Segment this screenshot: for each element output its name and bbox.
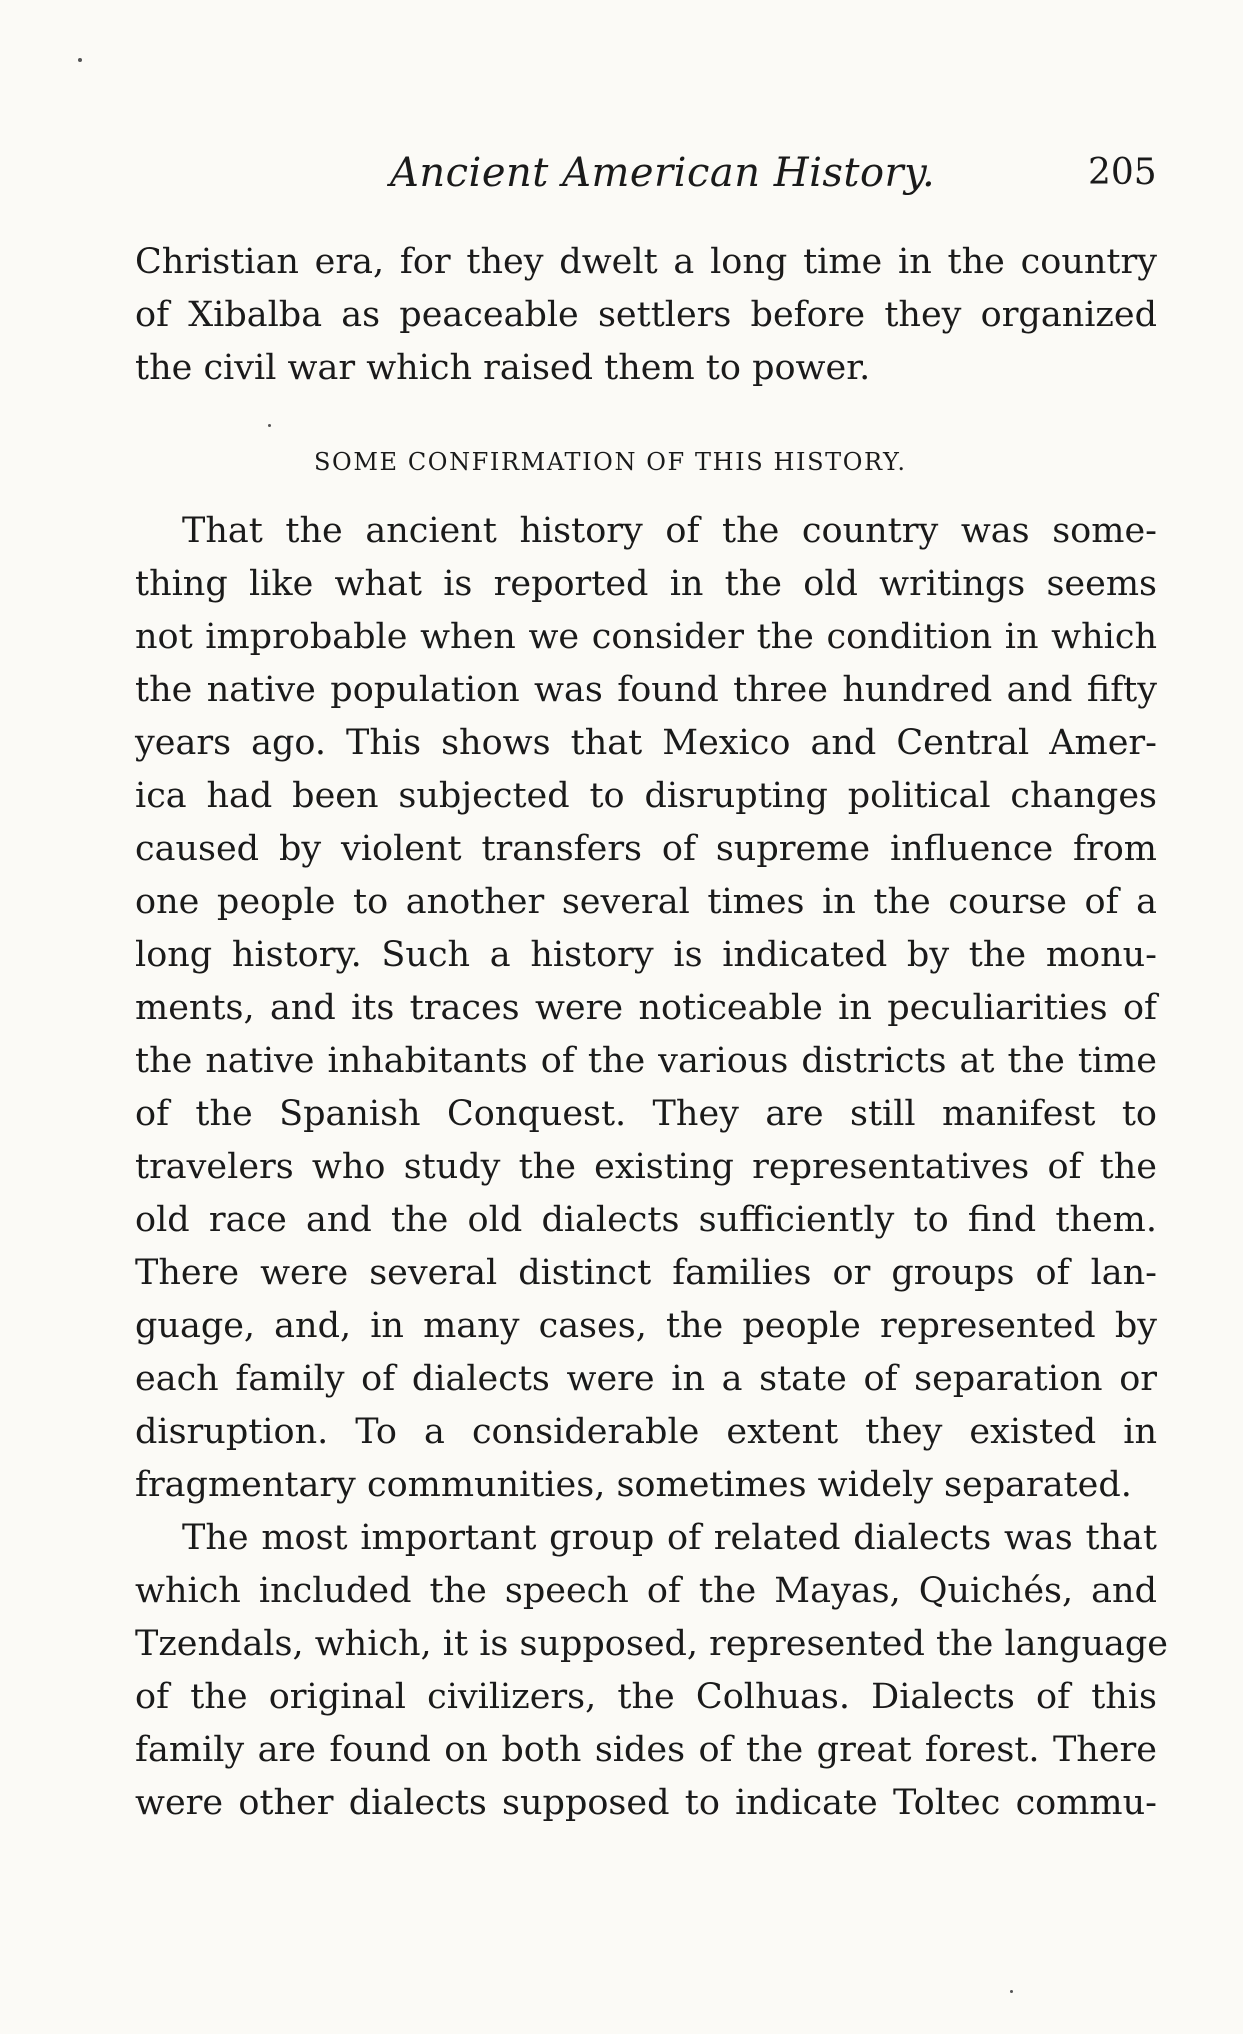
text-line: not improbable when we consider the condition in which [135,617,1157,657]
text-line: the native inhabitants of the various districts at the time [135,1041,1157,1081]
text-line: There were several distinct families or groups of lan- [135,1253,1157,1293]
text-line: the civil war which raised them to power. [135,348,871,388]
text-line: thing like what is reported in the old writings seems [135,564,1157,604]
text-line: which included the speech of the Mayas, Quichés, and [135,1571,1157,1611]
scan-speck [268,424,271,427]
text-line: of the Spanish Conquest. They are still manifest to [135,1094,1157,1134]
scan-speck [1010,1990,1013,1993]
running-header-title: Ancient American History. [390,150,936,196]
text-line: years ago. This shows that Mexico and Central Amer- [135,723,1157,763]
text-line: Tzendals, which, it is supposed, represented the language [135,1624,1168,1664]
text-line: ica had been subjected to disrupting political changes [135,776,1157,816]
text-line: ments, and its traces were noticeable in peculiarities of [135,988,1157,1028]
text-line: of Xibalba as peaceable settlers before they organized [135,295,1157,335]
text-line: Christian era, for they dwelt a long time in the country [135,242,1157,282]
text-line: were other dialects supposed to indicate Toltec commu- [135,1783,1157,1823]
text-line: That the ancient history of the country was some- [182,511,1157,551]
text-line: the native population was found three hundred and fifty [135,670,1157,710]
text-line: caused by violent transfers of supreme influence from [135,829,1157,869]
text-line: The most important group of related dialects was that [182,1518,1157,1558]
text-line: each family of dialects were in a state of separation or [135,1359,1157,1399]
text-line: one people to another several times in the course of a [135,882,1157,922]
page-number: 205 [1088,152,1157,193]
section-heading: SOME CONFIRMATION OF THIS HISTORY. [314,448,907,476]
text-line: of the original civilizers, the Colhuas. Dialects of this [135,1677,1157,1717]
text-line: family are found on both sides of the great forest. There [135,1730,1157,1770]
text-line: disruption. To a considerable extent they existed in [135,1412,1157,1452]
text-line: old race and the old dialects sufficiently to find them. [135,1200,1157,1240]
text-line: fragmentary communities, sometimes widely separated. [135,1465,1132,1505]
text-line: travelers who study the existing representatives of the [135,1147,1157,1187]
scan-speck [78,58,82,62]
text-line: long history. Such a history is indicated by the monu- [135,935,1157,975]
text-line: guage, and, in many cases, the people represented by [135,1306,1157,1346]
